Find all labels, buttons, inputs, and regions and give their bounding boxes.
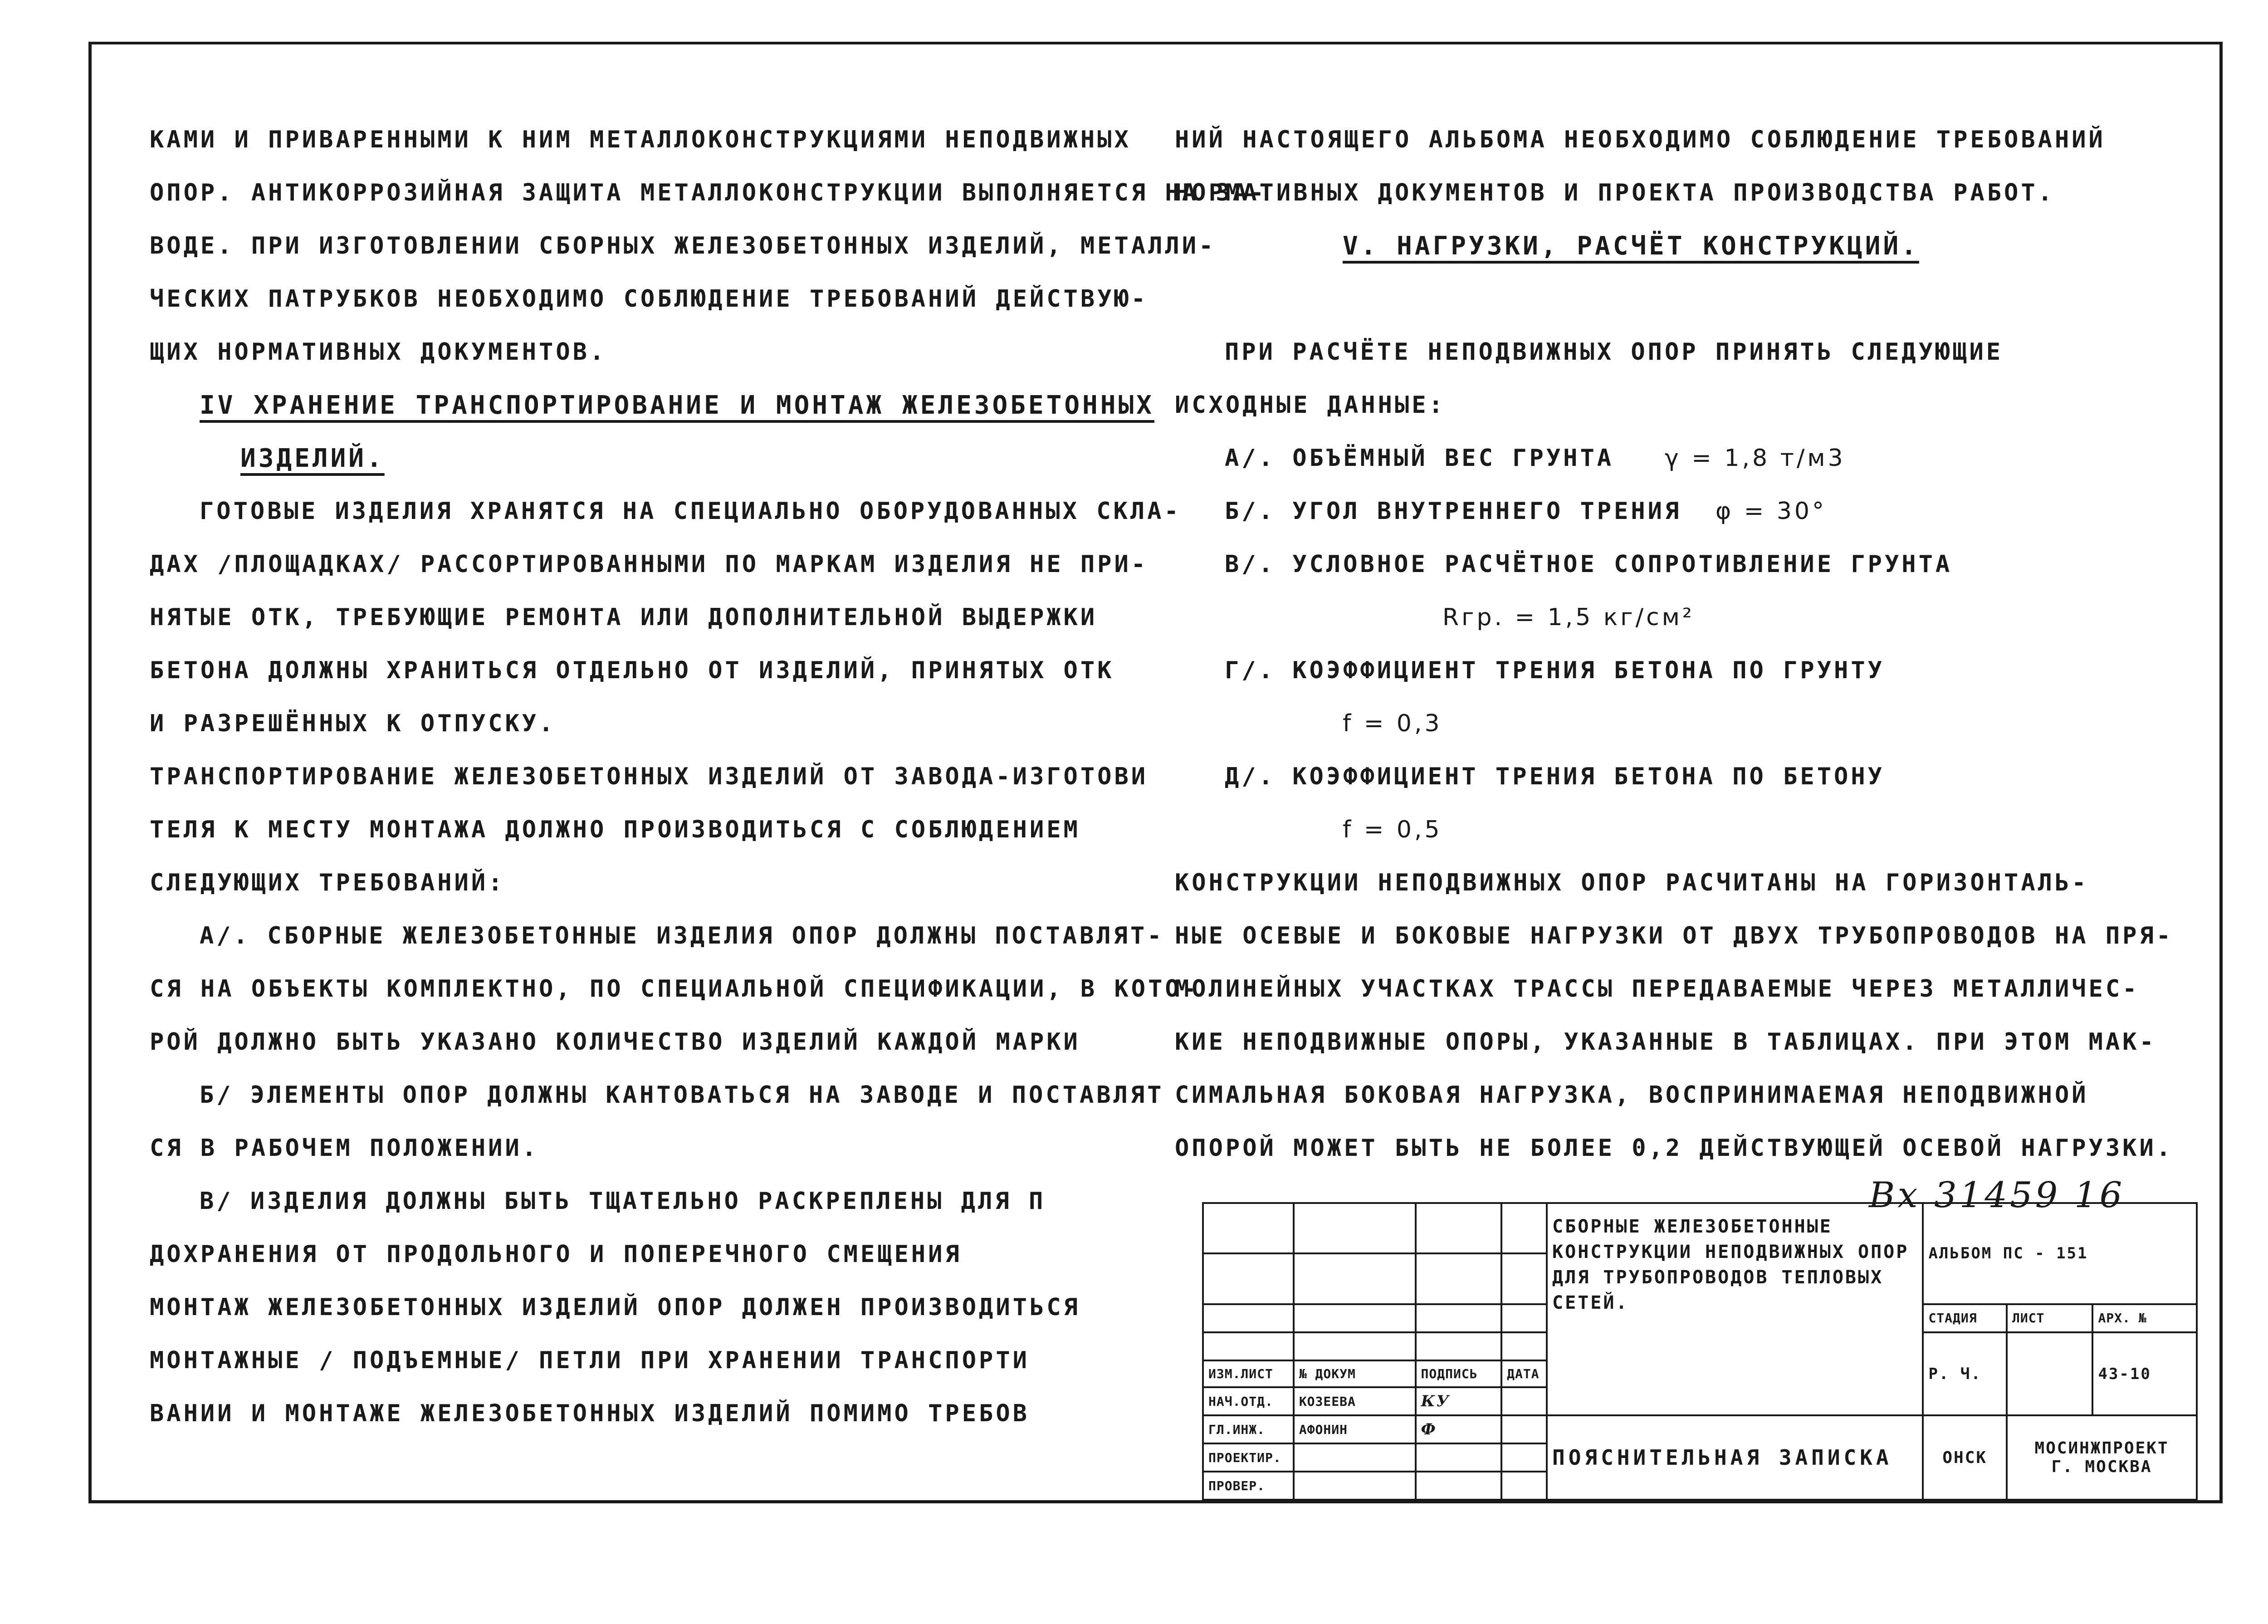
list-item-v: В/ ИЗДЕЛИЯ ДОЛЖНЫ БЫТЬ ТЩАТЕЛЬНО РАСКРЕПЛЕНЫ ДЛЯ П xyxy=(200,1188,1046,1215)
text-line: КАМИ И ПРИВАРЕННЫМИ К НИМ МЕТАЛЛОКОНСТРУКЦИЯМИ НЕПОДВИЖНЫХ xyxy=(150,126,1131,153)
text-line: КИЕ НЕПОДВИЖНЫЕ ОПОРЫ, УКАЗАННЫЕ В ТАБЛИЦАХ. ПРИ ЭТОМ МАК- xyxy=(1175,1028,2156,1056)
sheet-value xyxy=(2007,1332,2092,1415)
text-line: ГОТОВЫЕ ИЗДЕЛИЯ ХРАНЯТСЯ НА СПЕЦИАЛЬНО ОБОРУДОВАННЫХ СКЛА- xyxy=(200,498,1181,525)
row-name: КОЗЕЕВА xyxy=(1294,1387,1416,1415)
stage-value: Р. Ч. xyxy=(1923,1332,2007,1415)
row-label: ИЗМ.ЛИСТ xyxy=(1203,1360,1294,1387)
param-d: Д/. КОЭФФИЦИЕНТ ТРЕНИЯ БЕТОНА ПО БЕТОНУ xyxy=(1225,763,1885,790)
row-label: НАЧ.ОТД. xyxy=(1203,1387,1294,1415)
text-line: НЯТЫЕ ОТК, ТРЕБУЮЩИЕ РЕМОНТА ИЛИ ДОПОЛНИТЕЛЬНОЙ ВЫДЕРЖКИ xyxy=(150,604,1098,631)
spacer xyxy=(1175,273,2150,326)
text-line: СИМАЛЬНАЯ БОКОВАЯ НАГРУЗКА, ВОСПРИНИМАЕМАЯ НЕПОДВИЖНОЙ xyxy=(1175,1081,2089,1109)
org-short: ОНСК xyxy=(1923,1415,2007,1500)
section-5-heading: V. НАГРУЗКИ, РАСЧЁТ КОНСТРУКЦИЙ. xyxy=(1343,231,1919,261)
param-v: В/. УСЛОВНОЕ РАСЧЁТНОЕ СОПРОТИВЛЕНИЕ ГРУНТА xyxy=(1225,551,1953,578)
text-line: СЛЕДУЮЩИХ ТРЕБОВАНИЙ: xyxy=(150,869,505,896)
text-line: ПРИ РАСЧЁТЕ НЕПОДВИЖНЫХ ОПОР ПРИНЯТЬ СЛЕДУЮЩИЕ xyxy=(1225,338,2004,366)
row-label: ГЛ.ИНЖ. xyxy=(1203,1415,1294,1443)
document-name: ПОЯСНИТЕЛЬНАЯ ЗАПИСКА xyxy=(1547,1415,1923,1500)
param-b-formula: φ = 30° xyxy=(1715,498,1827,525)
text-line: НИЙ НАСТОЯЩЕГО АЛЬБОМА НЕОБХОДИМО СОБЛЮДЕНИЕ ТРЕБОВАНИЙ xyxy=(1175,126,2106,153)
text-line: МОНТАЖ ЖЕЛЕЗОБЕТОННЫХ ИЗДЕЛИЙ ОПОР ДОЛЖЕН ПРОИЗВОДИТЬСЯ xyxy=(150,1294,1080,1321)
text-line: И РАЗРЕШЁННЫХ К ОТПУСКУ. xyxy=(150,710,556,737)
text-line: РОЙ ДОЛЖНО БЫТЬ УКАЗАНО КОЛИЧЕСТВО ИЗДЕЛИЙ КАЖДОЙ МАРКИ xyxy=(150,1028,1080,1056)
text-line: КОНСТРУКЦИИ НЕПОДВИЖНЫХ ОПОР РАСЧИТАНЫ НА ГОРИЗОНТАЛЬ- xyxy=(1175,869,2089,896)
project-title: СБОРНЫЕ ЖЕЛЕЗОБЕТОННЫЕ КОНСТРУКЦИИ НЕПОДВИЖНЫХ ОПОР ДЛЯ ТРУБОПРОВОДОВ ТЕПЛОВЫХ СЕТЕЙ. xyxy=(1547,1203,1923,1415)
param-b: Б/. УГОЛ ВНУТРЕННЕГО ТРЕНИЯ φ = 30° xyxy=(1225,498,1827,525)
signature: Ф xyxy=(1416,1415,1502,1443)
row-date: ДАТА xyxy=(1501,1360,1547,1387)
text-line: ВОДЕ. ПРИ ИЗГОТОВЛЕНИИ СБОРНЫХ ЖЕЛЕЗОБЕТОННЫХ ИЗДЕЛИЙ, МЕТАЛЛИ- xyxy=(150,232,1216,259)
row-sign: ПОДПИСЬ xyxy=(1416,1360,1502,1387)
archive-value: 43-10 xyxy=(2092,1332,2197,1415)
sheet-header: ЛИСТ xyxy=(2007,1304,2092,1332)
section-4-heading-cont: ИЗДЕЛИЙ. xyxy=(240,444,385,473)
param-g-formula: f = 0,3 xyxy=(1343,710,1442,737)
organization: МОСИНЖПРОЕКТ Г. МОСКВА xyxy=(2007,1415,2197,1500)
param-d-formula: f = 0,5 xyxy=(1343,816,1442,843)
album-number: АЛЬБОМ ПС - 151 xyxy=(1923,1203,2197,1304)
text-line: ОПОР. АНТИКОРРОЗИЙНАЯ ЗАЩИТА МЕТАЛЛОКОНСТРУКЦИИ ВЫПОЛНЯЕТСЯ НА ЗА- xyxy=(150,179,1267,206)
param-v-formula: Rгр. = 1,5 кг/см² xyxy=(1442,604,1695,631)
incoming-registration-note: Вх 31459 16 xyxy=(1869,1175,2125,1216)
stage-header: СТАДИЯ xyxy=(1923,1304,2007,1332)
row-name: № ДОКУМ xyxy=(1294,1360,1416,1387)
text-line: ВАНИИ И МОНТАЖЕ ЖЕЛЕЗОБЕТОННЫХ ИЗДЕЛИЙ ПОМИМО ТРЕБОВ xyxy=(150,1400,1030,1427)
text-line: НОРМАТИВНЫХ ДОКУМЕНТОВ И ПРОЕКТА ПРОИЗВОДСТВА РАБОТ. xyxy=(1175,179,2055,206)
text-line: ЧЕСКИХ ПАТРУБКОВ НЕОБХОДИМО СОБЛЮДЕНИЕ ТРЕБОВАНИЙ ДЕЙСТВУЮ- xyxy=(150,285,1149,313)
text-line: ТРАНСПОРТИРОВАНИЕ ЖЕЛЕЗОБЕТОННЫХ ИЗДЕЛИЙ ОТ ЗАВОДА-ИЗГОТОВИ xyxy=(150,763,1149,790)
signature: КУ xyxy=(1416,1387,1502,1415)
param-g: Г/. КОЭФФИЦИЕНТ ТРЕНИЯ БЕТОНА ПО ГРУНТУ xyxy=(1225,657,1885,684)
param-a: А/. ОБЪЁМНЫЙ ВЕС ГРУНТА γ = 1,8 т/м3 xyxy=(1225,445,1846,472)
text-line: БЕТОНА ДОЛЖНЫ ХРАНИТЬСЯ ОТДЕЛЬНО ОТ ИЗДЕЛИЙ, ПРИНЯТЫХ ОТК xyxy=(150,657,1114,684)
list-item-a: А/. СБОРНЫЕ ЖЕЛЕЗОБЕТОННЫЕ ИЗДЕЛИЯ ОПОР ДОЛЖНЫ ПОСТАВЛЯТ- xyxy=(200,922,1164,949)
row-label: ПРОВЕР. xyxy=(1203,1472,1294,1500)
text-line: ЩИХ НОРМАТИВНЫХ ДОКУМЕНТОВ. xyxy=(150,338,607,366)
right-column xyxy=(1175,113,2174,1175)
text-line: НЫЕ ОСЕВЫЕ И БОКОВЫЕ НАГРУЗКИ ОТ ДВУХ ТРУБОПРОВОДОВ НА ПРЯ- xyxy=(1175,922,2174,949)
text-line: МОЛИНЕЙНЫХ УЧАСТКАХ ТРАССЫ ПЕРЕДАВАЕМЫЕ ЧЕРЕЗ МЕТАЛЛИЧЕС- xyxy=(1175,975,2140,1003)
text-line: СЯ НА ОБЪЕКТЫ КОМПЛЕКТНО, ПО СПЕЦИАЛЬНОЙ СПЕЦИФИКАЦИИ, В КОТО- xyxy=(150,975,1199,1003)
text-line: ДАХ /ПЛОЩАДКАХ/ РАССОРТИРОВАННЫМИ ПО МАРКАМ ИЗДЕЛИЯ НЕ ПРИ- xyxy=(150,551,1149,578)
text-line: ОПОРОЙ МОЖЕТ БЫТЬ НЕ БОЛЕЕ 0,2 ДЕЙСТВУЮЩЕЙ ОСЕВОЙ НАГРУЗКИ. xyxy=(1175,1135,2174,1162)
text-line: ТЕЛЯ К МЕСТУ МОНТАЖА ДОЛЖНО ПРОИЗВОДИТЬСЯ С СОБЛЮДЕНИЕМ xyxy=(150,816,1080,843)
archive-header: АРХ. № xyxy=(2092,1304,2197,1332)
section-4-heading: IV ХРАНЕНИЕ ТРАНСПОРТИРОВАНИЕ И МОНТАЖ ЖЕЛЕЗОБЕТОННЫХ xyxy=(200,391,1154,420)
param-a-formula: γ = 1,8 т/м3 xyxy=(1664,445,1846,472)
text-line: ДОХРАНЕНИЯ ОТ ПРОДОЛЬНОГО И ПОПЕРЕЧНОГО СМЕЩЕНИЯ xyxy=(150,1241,962,1268)
row-label: ПРОЕКТИР. xyxy=(1203,1443,1294,1472)
list-item-b: Б/ ЭЛЕМЕНТЫ ОПОР ДОЛЖНЫ КАНТОВАТЬСЯ НА ЗАВОДЕ И ПОСТАВЛЯТ xyxy=(200,1081,1164,1109)
text-line: МОНТАЖНЫЕ / ПОДЪЕМНЫЕ/ ПЕТЛИ ПРИ ХРАНЕНИИ ТРАНСПОРТИ xyxy=(150,1347,1030,1374)
text-line: ИСХОДНЫЕ ДАННЫЕ: xyxy=(1175,391,1446,419)
text-line: СЯ В РАБОЧЕМ ПОЛОЖЕНИИ. xyxy=(150,1135,539,1162)
title-block xyxy=(1202,1202,2198,1501)
row-name: АФОНИН xyxy=(1294,1415,1416,1443)
